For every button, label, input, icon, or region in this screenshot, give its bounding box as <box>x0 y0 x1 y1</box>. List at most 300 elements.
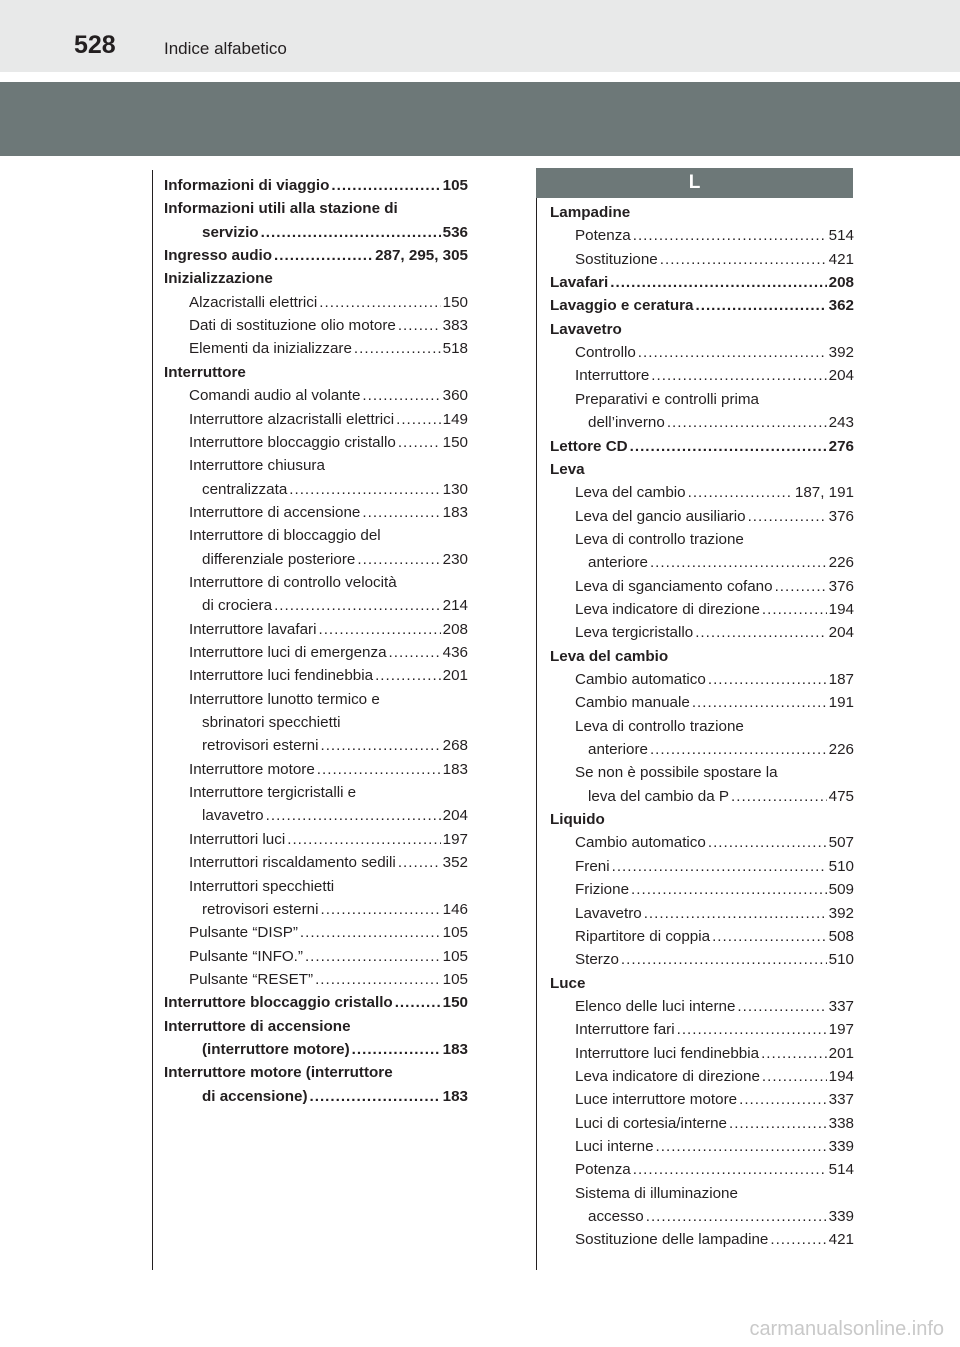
page-title: Indice alfabetico <box>164 39 287 58</box>
index-entry-text: Luce <box>550 974 586 992</box>
index-entry-text: Interruttore chiusura <box>189 457 325 475</box>
index-entry-text: Lampadine <box>550 204 631 221</box>
index-entry-page: 421 <box>828 250 854 268</box>
leader-dots <box>317 758 441 781</box>
index-entry-page: 337 <box>828 997 854 1015</box>
index-entry <box>164 851 468 874</box>
left-column-divider <box>152 170 153 1270</box>
index-entry-page: 339 <box>828 1208 854 1226</box>
index-entry-text: Lavafari <box>550 274 609 292</box>
index-entry-text: Ripartitore di coppia <box>575 927 711 945</box>
index-entry-page: 187 <box>828 671 854 688</box>
index-entry <box>164 921 468 944</box>
index-entry-text: Interruttore motore (interruttore <box>164 1064 393 1082</box>
index-entry-text: Se non è possibile spostare la <box>575 764 778 782</box>
index-entry <box>550 1112 854 1135</box>
leader-dots <box>300 921 441 944</box>
leader-dots <box>357 548 440 571</box>
leader-dots <box>261 221 441 244</box>
index-entry <box>164 197 468 220</box>
index-entry <box>164 991 468 1014</box>
leader-dots <box>688 481 793 504</box>
leader-dots <box>695 621 826 644</box>
index-entry <box>550 878 854 901</box>
index-entry-page: 514 <box>828 1161 854 1179</box>
index-entry-page: 208 <box>828 274 854 292</box>
index-entry-text: Luce interruttore motore <box>575 1091 738 1109</box>
index-entry-page: 194 <box>828 600 854 618</box>
header-bar <box>0 0 960 72</box>
leader-dots <box>737 995 826 1018</box>
index-entry-page: 230 <box>442 550 468 568</box>
index-entry <box>164 1015 468 1038</box>
index-entry <box>164 454 468 477</box>
index-entry-text: Interruttore <box>575 367 650 385</box>
index-entry-text: Interruttore <box>164 363 246 381</box>
index-entry <box>164 384 468 407</box>
index-entry <box>164 828 468 851</box>
index-entry-page: 376 <box>828 577 854 595</box>
index-entry <box>550 761 854 784</box>
index-entry-text: Interruttore di accensione <box>189 503 361 521</box>
index-entry <box>164 641 468 664</box>
index-entry-page: 352 <box>442 854 468 872</box>
leader-dots <box>305 945 441 968</box>
leader-dots <box>289 478 440 501</box>
leader-dots <box>696 294 827 317</box>
index-entry-text: retrovisori esterni <box>202 737 319 755</box>
index-entry-text: Controllo <box>575 344 636 362</box>
leader-dots <box>319 291 440 314</box>
index-entry <box>550 1042 854 1065</box>
leader-dots <box>708 831 827 854</box>
index-entry-text: Leva del cambio <box>550 647 669 665</box>
index-entry <box>164 431 468 454</box>
index-entry <box>550 1228 854 1251</box>
index-entry <box>550 645 854 668</box>
leader-dots <box>650 551 827 574</box>
leader-dots <box>287 828 440 851</box>
leader-dots <box>677 1018 827 1041</box>
index-entry-page: 475 <box>828 787 854 805</box>
index-entry-text: centralizzata <box>202 480 288 498</box>
index-entry <box>164 524 468 547</box>
index-entry-text: Alzacristalli elettrici <box>189 293 318 311</box>
index-entry <box>550 1182 854 1205</box>
leader-dots <box>692 691 827 714</box>
index-entry-text: Leva tergicristallo <box>575 624 694 642</box>
index-entry-text: Comandi audio al volante <box>189 387 361 405</box>
index-entry-text: (interruttore motore) <box>202 1040 350 1058</box>
index-entry <box>550 1205 854 1228</box>
index-entry-page: 204 <box>828 624 854 642</box>
index-entry <box>550 271 854 294</box>
index-entry-page: 276 <box>828 437 854 455</box>
index-entry-text: Liquido <box>550 811 605 829</box>
index-entry-text: Interruttore bloccaggio cristallo <box>164 994 393 1012</box>
leader-dots <box>274 244 373 267</box>
index-entry-text: Interruttore di controllo velocità <box>189 573 397 591</box>
index-entry-text: Freni <box>575 857 610 875</box>
index-entry <box>164 1085 468 1108</box>
index-entry <box>164 267 468 290</box>
index-entry-page: 226 <box>828 554 854 572</box>
leader-dots <box>612 855 827 878</box>
index-entry <box>550 972 854 995</box>
leader-dots <box>775 575 827 598</box>
index-entry-text: dell’inverno <box>588 414 665 432</box>
leader-dots <box>630 435 827 458</box>
index-entry-text: Sostituzione <box>575 250 658 268</box>
index-entry-text: Pulsante “DISP” <box>189 924 298 942</box>
leader-dots <box>633 224 827 247</box>
index-entry <box>164 688 468 711</box>
index-entry-text: Interruttore motore <box>189 760 315 778</box>
index-entry-text: Interruttore di bloccaggio del <box>189 527 381 545</box>
index-entry-page: 183 <box>442 503 468 521</box>
index-entry-text: Interruttori luci <box>189 830 286 848</box>
index-entry-text: Pulsante “INFO.” <box>189 947 303 965</box>
leader-dots <box>396 408 441 431</box>
index-entry-text: Lavavetro <box>550 320 622 338</box>
index-entry <box>164 408 468 431</box>
index-entry-page: 105 <box>442 924 468 942</box>
index-entry-page: 518 <box>442 340 468 358</box>
index-entry <box>550 808 854 831</box>
index-entry-text: Pulsante “RESET” <box>189 970 314 988</box>
leader-dots <box>315 968 441 991</box>
leader-dots <box>621 948 827 971</box>
index-entry <box>164 478 468 501</box>
leader-dots <box>770 1228 826 1251</box>
index-entry-text: Sistema di illuminazione <box>575 1184 738 1202</box>
index-entry-page: 149 <box>442 410 468 428</box>
index-entry-text: Dati di sostituzione olio motore <box>189 317 396 335</box>
leader-dots <box>398 431 441 454</box>
index-entry-text: Interruttore luci fendinebbia <box>189 667 374 685</box>
index-entry-page: 392 <box>828 904 854 922</box>
index-entry-page: 510 <box>828 857 854 875</box>
index-entry-text: Informazioni utili alla stazione di <box>164 200 398 218</box>
index-entry <box>550 435 854 458</box>
index-entry <box>550 668 854 691</box>
index-entry <box>550 505 854 528</box>
footer-watermark: carmanualsonline.info <box>749 1318 944 1340</box>
leader-dots <box>651 364 826 387</box>
index-entry-page: 105 <box>442 970 468 988</box>
index-entry <box>550 294 854 317</box>
index-entry-text: Leva di controllo trazione <box>575 717 744 735</box>
index-entry-text: Interruttore tergicristalli e <box>189 784 357 802</box>
index-entry-page: 201 <box>828 1044 854 1062</box>
leader-dots <box>631 878 827 901</box>
index-entry-text: Lavavetro <box>575 904 642 922</box>
index-entry-page: 362 <box>828 297 854 315</box>
leader-dots <box>398 314 441 337</box>
leader-dots <box>274 594 441 617</box>
index-entry <box>164 734 468 757</box>
index-entry-text: Leva indicatore di direzione <box>575 1067 760 1085</box>
index-entry <box>164 1038 468 1061</box>
index-entry <box>550 738 854 761</box>
index-entry <box>550 551 854 574</box>
index-entry <box>550 902 854 925</box>
index-entry <box>550 364 854 387</box>
leader-dots <box>729 1112 827 1135</box>
index-entry-page: 360 <box>442 387 468 405</box>
index-entry-page: 338 <box>828 1114 854 1132</box>
index-entry <box>164 781 468 804</box>
index-entry-page: 208 <box>442 620 468 638</box>
index-entry <box>164 361 468 384</box>
index-entry-text: di accensione) <box>202 1087 308 1105</box>
leader-dots <box>318 618 440 641</box>
index-entry-text: Leva <box>550 460 585 478</box>
index-entry <box>550 1088 854 1111</box>
index-entry <box>550 1158 854 1181</box>
index-entry-text: retrovisori esterni <box>202 900 319 918</box>
index-entry <box>550 341 854 364</box>
index-entry-text: Ingresso audio <box>164 247 273 265</box>
leader-dots <box>362 501 440 524</box>
index-entry <box>164 945 468 968</box>
index-entry-text: Leva di controllo trazione <box>575 530 744 548</box>
index-entry <box>550 388 854 411</box>
leader-dots <box>650 738 827 761</box>
index-entry-text: di crociera <box>202 597 273 615</box>
index-entry-page: 509 <box>828 881 854 899</box>
index-entry-page: 197 <box>828 1021 854 1039</box>
leader-dots <box>375 664 441 687</box>
leader-dots <box>352 1038 441 1061</box>
leader-dots <box>646 1205 827 1228</box>
index-entry-text: Lettore CD <box>550 437 628 455</box>
leader-dots <box>708 668 827 691</box>
index-entry <box>550 831 854 854</box>
index-entry-page: 183 <box>442 1087 468 1105</box>
index-entry-page: 268 <box>442 737 468 755</box>
index-entry-text: Cambio manuale <box>575 694 690 712</box>
index-entry-page: 514 <box>828 227 854 245</box>
index-entry-text: Interruttore lunotto termico e <box>189 690 380 708</box>
index-entry-text: Interruttori riscaldamento sedili <box>189 854 396 872</box>
leader-dots <box>633 1158 827 1181</box>
index-entry <box>164 174 468 197</box>
index-entry-text: Luci interne <box>575 1138 654 1155</box>
index-entry <box>164 337 468 360</box>
index-entry-page: 421 <box>828 1231 854 1249</box>
leader-dots <box>354 337 441 360</box>
index-entry-text: Potenza <box>575 1161 631 1179</box>
index-entry-page: 197 <box>442 830 468 848</box>
index-entry-text: Leva di sganciamento cofano <box>575 577 773 595</box>
leader-dots <box>610 271 826 294</box>
leader-dots <box>362 384 440 407</box>
index-entry-text: Potenza <box>575 227 631 245</box>
index-entry-text: Interruttore fari <box>575 1021 675 1039</box>
index-entry <box>550 224 854 247</box>
index-entry-text: Cambio automatico <box>575 671 706 688</box>
index-entry-text: Interruttore alzacristalli elettrici <box>189 410 395 428</box>
index-entry <box>550 481 854 504</box>
leader-dots <box>660 248 827 271</box>
index-entry-page: 376 <box>828 507 854 525</box>
index-entry-text: Interruttore luci fendinebbia <box>575 1044 760 1062</box>
index-entry-page: 510 <box>828 951 854 969</box>
index-entry <box>550 318 854 341</box>
index-entry <box>550 458 854 481</box>
leader-dots <box>761 1042 827 1065</box>
index-entry <box>550 995 854 1018</box>
index-entry <box>550 1065 854 1088</box>
index-entry-text: anteriore <box>588 741 648 759</box>
leader-dots <box>310 1085 441 1108</box>
leader-dots <box>320 898 440 921</box>
index-entry-page: 150 <box>442 433 468 451</box>
index-entry-text: Interruttore luci di emergenza <box>189 644 387 661</box>
index-entry-page: 150 <box>442 994 468 1012</box>
page-number: 528 <box>74 31 116 59</box>
index-entry <box>164 898 468 921</box>
index-entry <box>164 548 468 571</box>
index-entry-text: Leva del cambio <box>575 484 686 502</box>
index-entry <box>164 244 468 267</box>
index-entry <box>164 291 468 314</box>
index-entry <box>164 571 468 594</box>
leader-dots <box>266 804 441 827</box>
index-entry-page: 194 <box>828 1067 854 1085</box>
leader-dots <box>644 902 827 925</box>
index-entry-page: 287, 295, 305 <box>375 247 468 265</box>
index-entry-page: 204 <box>828 367 854 385</box>
index-entry-page: 243 <box>828 414 854 432</box>
index-entry-text: Cambio automatico <box>575 834 706 852</box>
index-entry-text: Interruttore bloccaggio cristallo <box>189 433 396 451</box>
index-entry-text: Sterzo <box>575 951 619 969</box>
index-entry <box>550 715 854 738</box>
index-entry-page: 183 <box>442 1040 468 1058</box>
index-entry-text: Preparativi e controlli prima <box>575 390 760 408</box>
index-entry-page: 226 <box>828 741 854 759</box>
index-entry-page: 508 <box>828 927 854 945</box>
index-entry-page: 383 <box>442 317 468 335</box>
index-entry <box>164 711 468 734</box>
leader-dots <box>667 411 827 434</box>
index-entry-page: 339 <box>828 1138 854 1155</box>
index-entry-text: accesso <box>588 1208 644 1226</box>
index-entry-text: Inizializzazione <box>164 270 273 288</box>
index-entry-page: 436 <box>442 644 468 661</box>
index-entry <box>550 621 854 644</box>
index-entry <box>164 758 468 781</box>
index-entry <box>550 925 854 948</box>
index-entry-text: Elenco delle luci interne <box>575 997 736 1015</box>
index-entry <box>164 618 468 641</box>
header-band <box>0 82 960 156</box>
index-entry-text: servizio <box>202 223 259 241</box>
index-entry <box>550 691 854 714</box>
index-entry <box>550 1018 854 1041</box>
leader-dots <box>331 174 440 197</box>
index-entry <box>550 248 854 271</box>
index-entry-page: 105 <box>442 947 468 965</box>
index-entry-text: leva del cambio da P <box>588 787 729 805</box>
right-column-divider <box>536 198 537 1270</box>
index-entry-page: 187, 191 <box>794 484 854 502</box>
index-entry-page: 191 <box>828 694 854 712</box>
index-entry-page: 536 <box>442 223 468 241</box>
index-entry <box>164 664 468 687</box>
leader-dots <box>739 1088 827 1111</box>
leader-dots <box>389 641 441 664</box>
index-entry-text: Interruttore di accensione <box>164 1017 351 1035</box>
section-letter-tab: L <box>536 168 853 198</box>
index-entry <box>550 948 854 971</box>
index-entry-page: 130 <box>442 480 468 498</box>
index-entry <box>550 201 854 224</box>
index-entry <box>550 598 854 621</box>
index-entry <box>164 1061 468 1084</box>
index-entry <box>550 855 854 878</box>
index-entry-page: 337 <box>828 1091 854 1109</box>
index-entry-text: sbrinatori specchietti <box>202 714 341 732</box>
index-entry-text: Elementi da inizializzare <box>189 340 352 358</box>
index-entry-page: 183 <box>442 760 468 778</box>
index-entry <box>550 785 854 808</box>
index-entry-text: Luci di cortesia/interne <box>575 1114 727 1132</box>
index-entry <box>164 968 468 991</box>
index-entry-text: Frizione <box>575 881 630 899</box>
index-entry <box>550 411 854 434</box>
index-entry-page: 214 <box>442 597 468 615</box>
index-entry-page: 105 <box>442 177 468 194</box>
index-entry <box>164 314 468 337</box>
index-entry-text: anteriore <box>588 554 648 572</box>
leader-dots <box>762 598 827 621</box>
leader-dots <box>656 1135 827 1158</box>
index-entry-page: 201 <box>442 667 468 685</box>
index-entry <box>164 501 468 524</box>
index-entry-page: 146 <box>442 900 468 918</box>
index-entry <box>164 875 468 898</box>
leader-dots <box>320 734 440 757</box>
leader-dots <box>638 341 827 364</box>
index-entry-text: Interruttore lavafari <box>189 620 317 638</box>
index-entry <box>550 528 854 551</box>
index-entry-page: 150 <box>442 293 468 311</box>
index-entry-text: differenziale posteriore <box>202 550 356 568</box>
leader-dots <box>762 1065 827 1088</box>
index-entry-text: Informazioni di viaggio <box>164 177 330 194</box>
leader-dots <box>395 991 441 1014</box>
index-entry-page: 204 <box>442 807 468 825</box>
index-entry-text: Interruttori specchietti <box>189 877 335 895</box>
index-entry-text: Sostituzione delle lampadine <box>575 1231 769 1249</box>
index-entry <box>550 575 854 598</box>
index-entry <box>164 594 468 617</box>
index-entry <box>550 1135 854 1158</box>
leader-dots <box>712 925 827 948</box>
index-entry-text: Lavaggio e ceratura <box>550 297 694 315</box>
index-entry-page: 507 <box>828 834 854 852</box>
leader-dots <box>398 851 441 874</box>
index-entry-text: lavavetro <box>202 807 264 825</box>
index-entry-text: Leva indicatore di direzione <box>575 600 760 618</box>
leader-dots <box>748 505 827 528</box>
index-entry-text: Leva del gancio ausiliario <box>575 507 746 525</box>
index-entry <box>164 804 468 827</box>
index-entry-page: 392 <box>828 344 854 362</box>
